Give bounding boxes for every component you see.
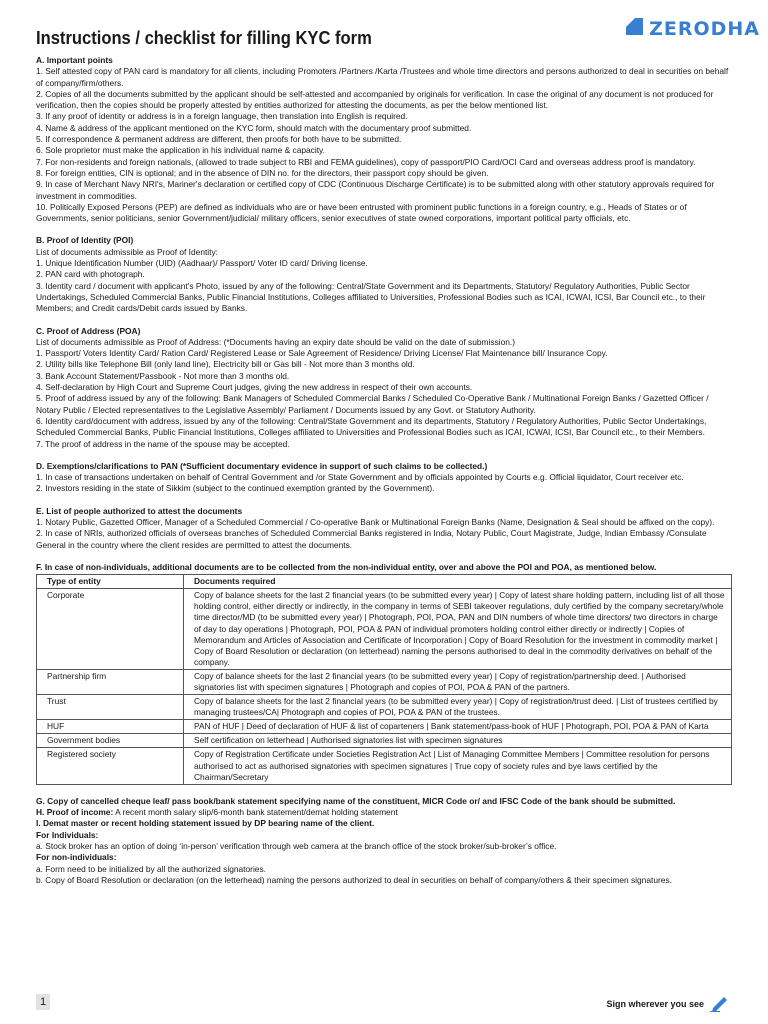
documents-cell: Copy of Registration Certificate under Societies Registration Act | List of Managing Committee Members | Committee resolution for persons authorised to act as authorised signatories with specimen signatures | True copy of society rules and bye laws certified by the Chairman/Secretary — [184, 748, 732, 784]
section-g-text: G. Copy of cancelled cheque leaf/ pass book/bank statement specifying name of the constituent, MICR Code or/ and IFSC Code of the bank should be submitted. — [36, 795, 676, 806]
sign-note-text: Sign wherever you see — [606, 999, 704, 1009]
list-item: 7. For non-residents and foreign nationals, (allowed to trade subject to RBI and FEMA guidelines), copy of passport/PIO Card/OCI Card and overseas address proof is mandatory. — [36, 156, 696, 167]
section-b-intro: List of documents admissible as Proof of Identity: — [36, 246, 219, 257]
list-item: 1. Passport/ Voters Identity Card/ Ration Card/ Registered Lease or Sale Agreement of Residence/ Driving License/ Flat Maintenance bill/ Insurance Copy. — [36, 348, 608, 359]
list-item: a. Form need to be initialized by all the authorized signatories. — [36, 863, 266, 874]
table-header-row — [37, 575, 732, 589]
sign-note — [606, 994, 730, 1014]
page-number: 1 — [36, 994, 50, 1010]
section-h-label: H. Proof of income: — [36, 807, 114, 818]
documents-cell: Copy of balance sheets for the last 2 financial years (to be submitted every year) | Copy of registration/trust deed. | List of trustees certified by managing trustees/CA| Photograph and copies of POI, POA & PAN of the trustees. — [184, 695, 732, 720]
entity-cell: Partnership firm — [37, 669, 184, 694]
list-item: 3. Identity card / document with applicant's Photo, issued by any of the following: Central/State Government and its Departments, Statutory/ Regulatory Authorities, Public Sector Undertakings, Scheduled Commercial Banks, Public Financial Institutions, Colleges affiliated to Universities, Professional Bodies such as ICAI, ICWAI, ICSI, Bar Council etc., to their Members; and Credit cards/Debit cards issued by Banks. — [36, 280, 706, 314]
list-item: 1. Self attested copy of PAN card is mandatory for all clients, including Promoters /Partners /Karta /Trustees and whole time directors and persons authorized to deal in securities on behalf of company/firm/others. — [36, 66, 729, 88]
entity-documents-table — [36, 574, 732, 785]
list-item: 1. Unique Identification Number (UID) (Aadhaar)/ Passport/ Voter ID card/ Driving license. — [36, 258, 368, 269]
list-item: 5. Proof of address issued by any of the following: Bank Managers of Scheduled Commercial Banks / Scheduled Co-Operative Bank / Multinational Foreign Banks / Gazetted Officer / Notary Public / Elected representatives to the Legislative Assembly/ Parliament / Documents issued by any Govt. or Statutory Authority. — [36, 393, 709, 415]
list-item: 10. Politically Exposed Persons (PEP) are defined as individuals who are or have been entrusted with prominent public functions in a foreign country, e.g., Heads of States or of Governments, senior politicians, senior Government/judicial/ military officers, senior executives of state owned corporations, important political party officials, etc. — [36, 201, 687, 224]
list-item: b. Copy of Board Resolution or declaration (on the letterhead) naming the persons authorized to deal in securities on behalf of company/others & their specimen signatures. — [36, 874, 672, 885]
entity-cell: Government bodies — [37, 734, 184, 748]
section-i-text: I. Demat master or recent holding statement issued by DP bearing name of the client. — [36, 818, 375, 829]
table-row — [37, 695, 732, 720]
column-header-entity: Type of entity — [37, 575, 184, 589]
section-b-heading: B. Proof of Identity (POI) — [36, 235, 134, 246]
documents-cell: Copy of balance sheets for the last 2 financial years (to be submitted every year) | Copy of registration/partnership deed. | Authorised signatories list with specimen signatures | Photograph and copies of POI, POA & PAN of the partners. — [184, 669, 732, 694]
table-row — [37, 589, 732, 670]
table-row — [37, 669, 732, 694]
list-item: 7. The proof of address in the name of the spouse may be accepted. — [36, 438, 290, 449]
table-row — [37, 734, 732, 748]
list-item: 1. In case of transactions undertaken on behalf of Central Government and /or State Government and by officials appointed by Courts e.g. Official liquidator, Court receiver etc. — [36, 472, 684, 483]
list-item: 5. If correspondence & permanent address are different, then proofs for both have to be submitted. — [36, 134, 402, 145]
list-item: 3. If any proof of identity or address is in a foreign language, then translation into English is required. — [36, 111, 408, 122]
documents-cell: Copy of balance sheets for the last 2 financial years (to be submitted every year) | Copy of latest share holding pattern, including list of all those holding control, either directly or indirectly, in the company in terms of SEBI takeover regulations, duly certified by the company secretary/whole time director/MD (to be submitted every year) | Photograph, POI, POA, PAN and DIN numbers of whole time directors/ two directors in charge of day to day operations | Photograph, POI, POA & PAN of individual promoters holding control either directly or indirectly | Copies of Memorandum and Articles of Association and Certificate of Incorporation | Copy of Board Resolution for the investment in commodity market | Copy of Board Resolution or declaration (on letterhead) naming the persons authorised to deal in the commodity derivatives on behalf of the company. — [184, 589, 732, 670]
section-a-heading: A. Important points — [36, 55, 113, 65]
entity-cell: Registered society — [37, 748, 184, 784]
pen-icon — [710, 994, 730, 1014]
entity-cell: HUF — [37, 720, 184, 734]
section-h-text: A recent month salary slip/6-month bank statement/demat holding statement — [113, 807, 398, 818]
brand-name: ZERODHA — [649, 18, 760, 40]
section-c-heading: C. Proof of Address (POA) — [36, 325, 141, 336]
list-item: 8. For foreign entities, CIN is optional; and in the absence of DIN no. for the directors, their passport copy should be given. — [36, 167, 489, 178]
list-item: 1. Notary Public, Gazetted Officer, Manager of a Scheduled Commercial / Co-operative Bank or Multinational Foreign Banks (Name, Designation & Seal should be affixed on the copy). — [36, 516, 715, 527]
list-item: 9. In case of Merchant Navy NRI's, Mariner's declaration or certified copy of CDC (Continuous Discharge Certificate) is to be submitted along with other statutory approvals required for investment in commodities. — [36, 179, 715, 201]
list-item: 2. Utility bills like Telephone Bill (only land line), Electricity bill or Gas bill - Not more than 3 months old. — [36, 359, 415, 370]
documents-cell: PAN of HUF | Deed of declaration of HUF & list of coparteners | Bank statement/pass-book of HUF | Photograph, POI, POA & PAN of Karta — [184, 720, 732, 734]
individuals-heading: For Individuals: — [36, 829, 99, 840]
section-d-heading: D. Exemptions/clarifications to PAN (*Sufficient documentary evidence in support of such claims to be collected.) — [36, 460, 488, 471]
table-row — [37, 720, 732, 734]
list-item: 2. Copies of all the documents submitted by the applicant should be self-attested and accompanied by originals for verification. In case the original of any document is not produced for verification, then the copies should be properly attested by entities authorized for attesting the documents, as per the below mentioned list. — [36, 88, 714, 111]
entity-cell: Corporate — [37, 589, 184, 670]
list-item: 4. Self-declaration by High Court and Supreme Court judges, giving the new address in respect of their own accounts. — [36, 382, 473, 393]
nonindividuals-heading: For non-individuals: — [36, 852, 117, 863]
section-c-intro: List of documents admissible as Proof of Address: (*Documents having an expiry date should be valid on the date of submission.) — [36, 336, 516, 347]
list-item: 2. In case of NRIs, authorized officials of overseas branches of Scheduled Commercial Banks registered in India, Notary Public, Court Magistrate, Judge, Indian Embassy /Consulate General in the country where the client resides are permitted to attest the documents. — [36, 528, 707, 550]
page-title: Instructions / checklist for filling KYC form — [36, 28, 372, 48]
zerodha-logo-icon — [626, 18, 643, 40]
section-e-heading: E. List of people authorized to attest the documents — [36, 505, 243, 516]
list-item: a. Stock broker has an option of doing ‘in-person’ verification through web camera at the branch office of the stock broker/sub-broker’s office. — [36, 840, 557, 851]
section-h — [36, 807, 732, 818]
section-f-heading: F. In case of non-individuals, additional documents are to be collected from the non-individual entity, over and above the POI and POA, as mentioned below. — [36, 561, 657, 572]
documents-cell: Self certification on letterhead | Authorised signatories list with specimen signatures — [184, 734, 732, 748]
table-row — [37, 748, 732, 784]
document-body — [36, 55, 732, 886]
list-item: 6. Identity card/document with address, issued by any of the following: Central/State Government and its departments, Statutory / Regulatory Authorities, Public Sector Undertakings, Scheduled Commercial Banks, Public Financial Institutions, Colleges affiliated to Universities and Professional Bodies such as ICAI, ICWAI, ICSI, Bar Council etc., to their Members. — [36, 415, 707, 438]
list-item: 3. Bank Account Statement/Passbook - Not more than 3 months old. — [36, 370, 290, 381]
list-item: 2. PAN card with photograph. — [36, 269, 145, 280]
brand-logo — [626, 18, 760, 40]
entity-cell: Trust — [37, 695, 184, 720]
column-header-documents: Documents required — [184, 575, 732, 589]
list-item: 6. Sole proprietor must make the application in his individual name & capacity. — [36, 145, 325, 156]
list-item: 4. Name & address of the applicant mentioned on the KYC form, should match with the documentary proof submitted. — [36, 122, 472, 133]
list-item: 2. Investors residing in the state of Sikkim (subject to the continued exemption granted by the Government). — [36, 483, 435, 494]
